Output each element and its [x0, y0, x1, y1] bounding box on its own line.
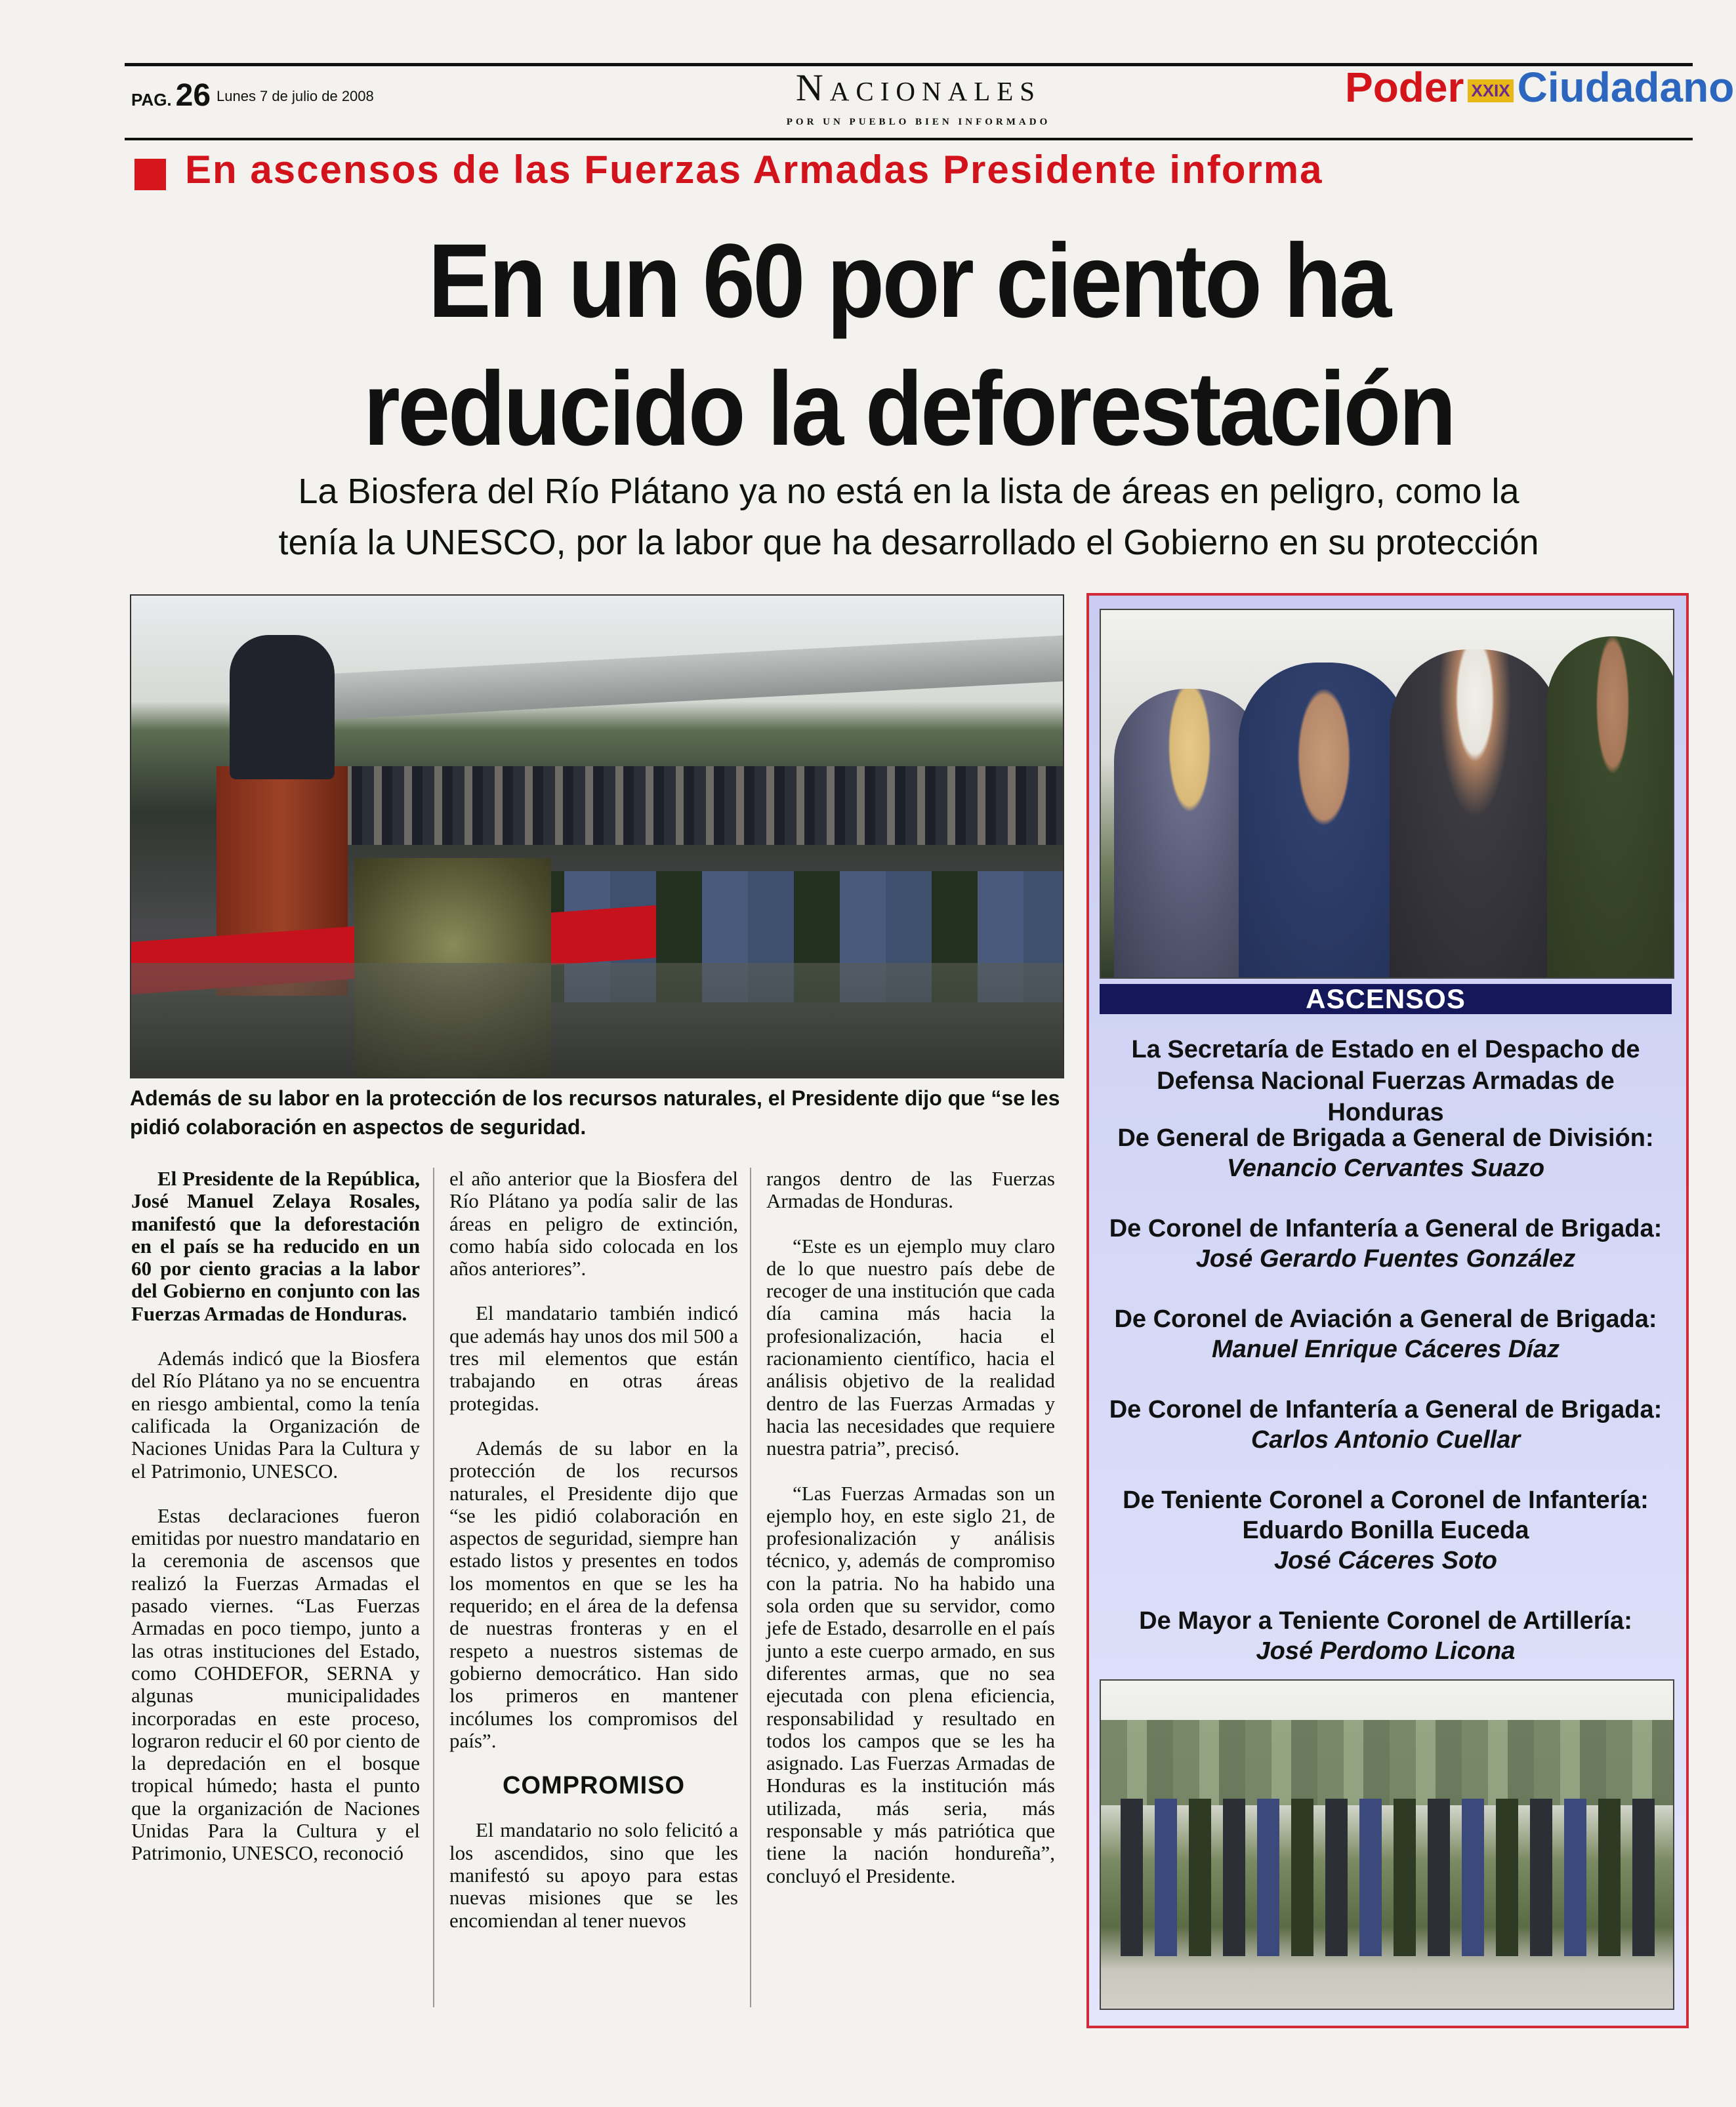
- headline-line-2: reducido la deforestación: [363, 350, 1455, 467]
- article-column-3: [766, 1168, 1055, 1910]
- newspaper-logo: Poder XXIX Ciudadano: [1345, 64, 1735, 111]
- trees: [1101, 1720, 1673, 1805]
- paragraph: El mandatario también indicó que además hay unos dos mil 500 a tres mil elementos que están trabajando en otras áreas protegidas.: [449, 1301, 738, 1415]
- promotion-name: José Gerardo Fuentes González: [1195, 1245, 1576, 1273]
- photo-caption: Además de su labor en la protección de los recursos naturales, el Presidente dijo que “se les pidió colaboración en aspectos de seguridad.: [130, 1086, 1060, 1139]
- sidebar-title: ASCENSOS: [1100, 984, 1672, 1014]
- promotion-rank: De Coronel de Infantería a General de Brigada:: [1109, 1215, 1663, 1242]
- header-bottom-rule: [125, 138, 1693, 140]
- paragraph: Además de su labor en la protección de los recursos naturales, el Presidente dijo que “se les pidió colaboración en aspectos de seguridad, siempre han estado listos y presentes en todos los momentos en que se les ha requerido; en el área de la defensa de nuestras fronteras y en el respeto a nuestros sistemas de gobierno democrático. Han sido los primeros en mantener incólumes los compromisos del país”.: [449, 1436, 738, 1752]
- promotion-rank: De Teniente Coronel a Coronel de Infantería:: [1123, 1486, 1649, 1514]
- kicker-square-icon: [134, 159, 166, 190]
- paragraph: Además indicó que la Biosfera del Río Plátano ya no se encuentra en riesgo ambiental, como la tenía calificada la Organización de Naciones Unidas Para la Cultura y el Patrimonio, UNESCO.: [131, 1347, 420, 1483]
- promotion-name-plain: Eduardo Bonilla Euceda: [1242, 1517, 1529, 1544]
- ground: [131, 963, 1063, 1077]
- paragraph: Estas declaraciones fueron emitidas por nuestro mandatario en la ceremonia de ascensos que realizó la Fuerzas Armadas el pasado viernes. “Las Fuerzas Armadas en poco tiempo, junto a las otras instituciones del Estado, como COHDEFOR, SERNA y algunas municipalidades incorporadas en este proceso, lograron reducir el 60 por ciento de la depredación en el bosque tropical húmedo; hasta el punto que la organización de Naciones Unidas Para la Cultura y el Patrimonio, UNESCO, reconoció: [131, 1504, 420, 1865]
- promotion-item: [1096, 1304, 1676, 1364]
- officer-figure: [1239, 663, 1409, 977]
- promotion-name: Carlos Antonio Cuellar: [1250, 1426, 1521, 1454]
- promotion-rank: De Coronel de Aviación a General de Brigada:: [1114, 1305, 1657, 1333]
- promotion-item: [1096, 1214, 1676, 1274]
- main-photo: [130, 594, 1064, 1078]
- promotion-name: Venancio Cervantes Suazo: [1226, 1155, 1545, 1182]
- promotion-item: [1096, 1606, 1676, 1666]
- promotion-item: [1096, 1123, 1676, 1183]
- paragraph: “Este es un ejemplo muy claro de lo que nuestro país debe de recoger de una institución que cada día camina más hacia la profesionalización, hacia el racionamiento científico, hacia el análisis objetivo de la realidad dentro de las Fuerzas Armadas y hacia las necesidades que requiere nuestra patria”, precisó.: [766, 1234, 1055, 1460]
- promotion-name: José Cáceres Soto: [1273, 1547, 1498, 1574]
- sidebar-intro: [1096, 1034, 1676, 1128]
- section-name: Nacionales: [795, 66, 1042, 109]
- promotion-name: José Perdomo Licona: [1256, 1637, 1516, 1665]
- promotion-name: Manuel Enrique Cáceres Díaz: [1211, 1336, 1560, 1363]
- speaker: [230, 635, 335, 779]
- grandstand-roof: [328, 636, 1063, 720]
- promotion-rank: De Coronel de Infantería a General de Brigada:: [1109, 1396, 1663, 1423]
- section-tagline: POR UN PUEBLO BIEN INFORMADO: [786, 117, 1051, 127]
- paragraph: el año anterior que la Biosfera del Río Plátano ya podía salir de las áreas en peligro de extinción, como había sido colocada en los años anteriores”.: [449, 1167, 738, 1280]
- paragraph: rangos dentro de las Fuerzas Armadas de Honduras.: [766, 1167, 1055, 1213]
- promoted-officers-photo: [1100, 1679, 1674, 2010]
- president-figure: [1390, 649, 1560, 977]
- promotion-rank: De Mayor a Teniente Coronel de Artillería:: [1139, 1607, 1632, 1635]
- paragraph: “Las Fuerzas Armadas son un ejemplo hoy, en este siglo 21, de profesionalización y análisis técnico, y, además de compromiso con la patria. No ha habido una sola orden que su servidor, como jefe de Estado, desarrolle en el país junto a este cuerpo armado, en sus diferentes armas, que no sea ejecutada con plena eficiencia, responsabilidad y resultado en todos los campos que se les ha asignado. Las Fuerzas Armadas de Honduras es la institución más utilizada, más seria, más responsable y más patriótica que tiene la nación hondureña”, concluyó el Presidente.: [766, 1481, 1055, 1887]
- deck-line-1: La Biosfera del Río Plátano ya no está en la lista de áreas en peligro, como la: [298, 472, 1519, 511]
- article-column-2: [449, 1168, 738, 1954]
- promotion-item: [1096, 1485, 1676, 1576]
- promotion-item: [1096, 1395, 1676, 1455]
- intro-line-2: Defensa Nacional Fuerzas Armadas de Honduras: [1157, 1067, 1615, 1126]
- intro-line-1: La Secretaría de Estado en el Despacho de: [1131, 1036, 1640, 1063]
- deck: [131, 466, 1686, 568]
- promotion-ceremony-photo: [1100, 609, 1674, 979]
- page-number: PAG. 26: [131, 78, 211, 113]
- general-figure: [1547, 636, 1674, 977]
- page-date: Lunes 7 de julio de 2008: [217, 88, 374, 104]
- article-column-1: [131, 1168, 420, 1887]
- headline-line-1: En un 60 por ciento ha: [428, 222, 1390, 339]
- headline: [203, 216, 1615, 472]
- crowd: [302, 766, 1063, 845]
- subhead: COMPROMISO: [502, 1772, 686, 1800]
- officers-line: [1121, 1799, 1659, 1956]
- deck-line-2: tenía la UNESCO, por la labor que ha desarrollado el Gobierno en su protección: [278, 523, 1539, 562]
- kicker: En ascensos de las Fuerzas Armadas Presidente informa: [185, 148, 1323, 192]
- paragraph: El mandatario no solo felicitó a los ascendidos, sino que les manifestó su apoyo para estas nuevas misiones que se les encomiendan al tener nuevos: [449, 1818, 738, 1932]
- column-rule: [433, 1168, 434, 2007]
- promotion-rank: De General de Brigada a General de División:: [1117, 1124, 1654, 1152]
- paragraph: El Presidente de la República, José Manuel Zelaya Rosales, manifestó que la deforestación en el país se ha reducido en un 60 por ciento gracias a la labor del Gobierno en conjunto con las Fuerzas Armadas de Honduras.: [131, 1167, 420, 1325]
- column-rule: [750, 1168, 751, 2007]
